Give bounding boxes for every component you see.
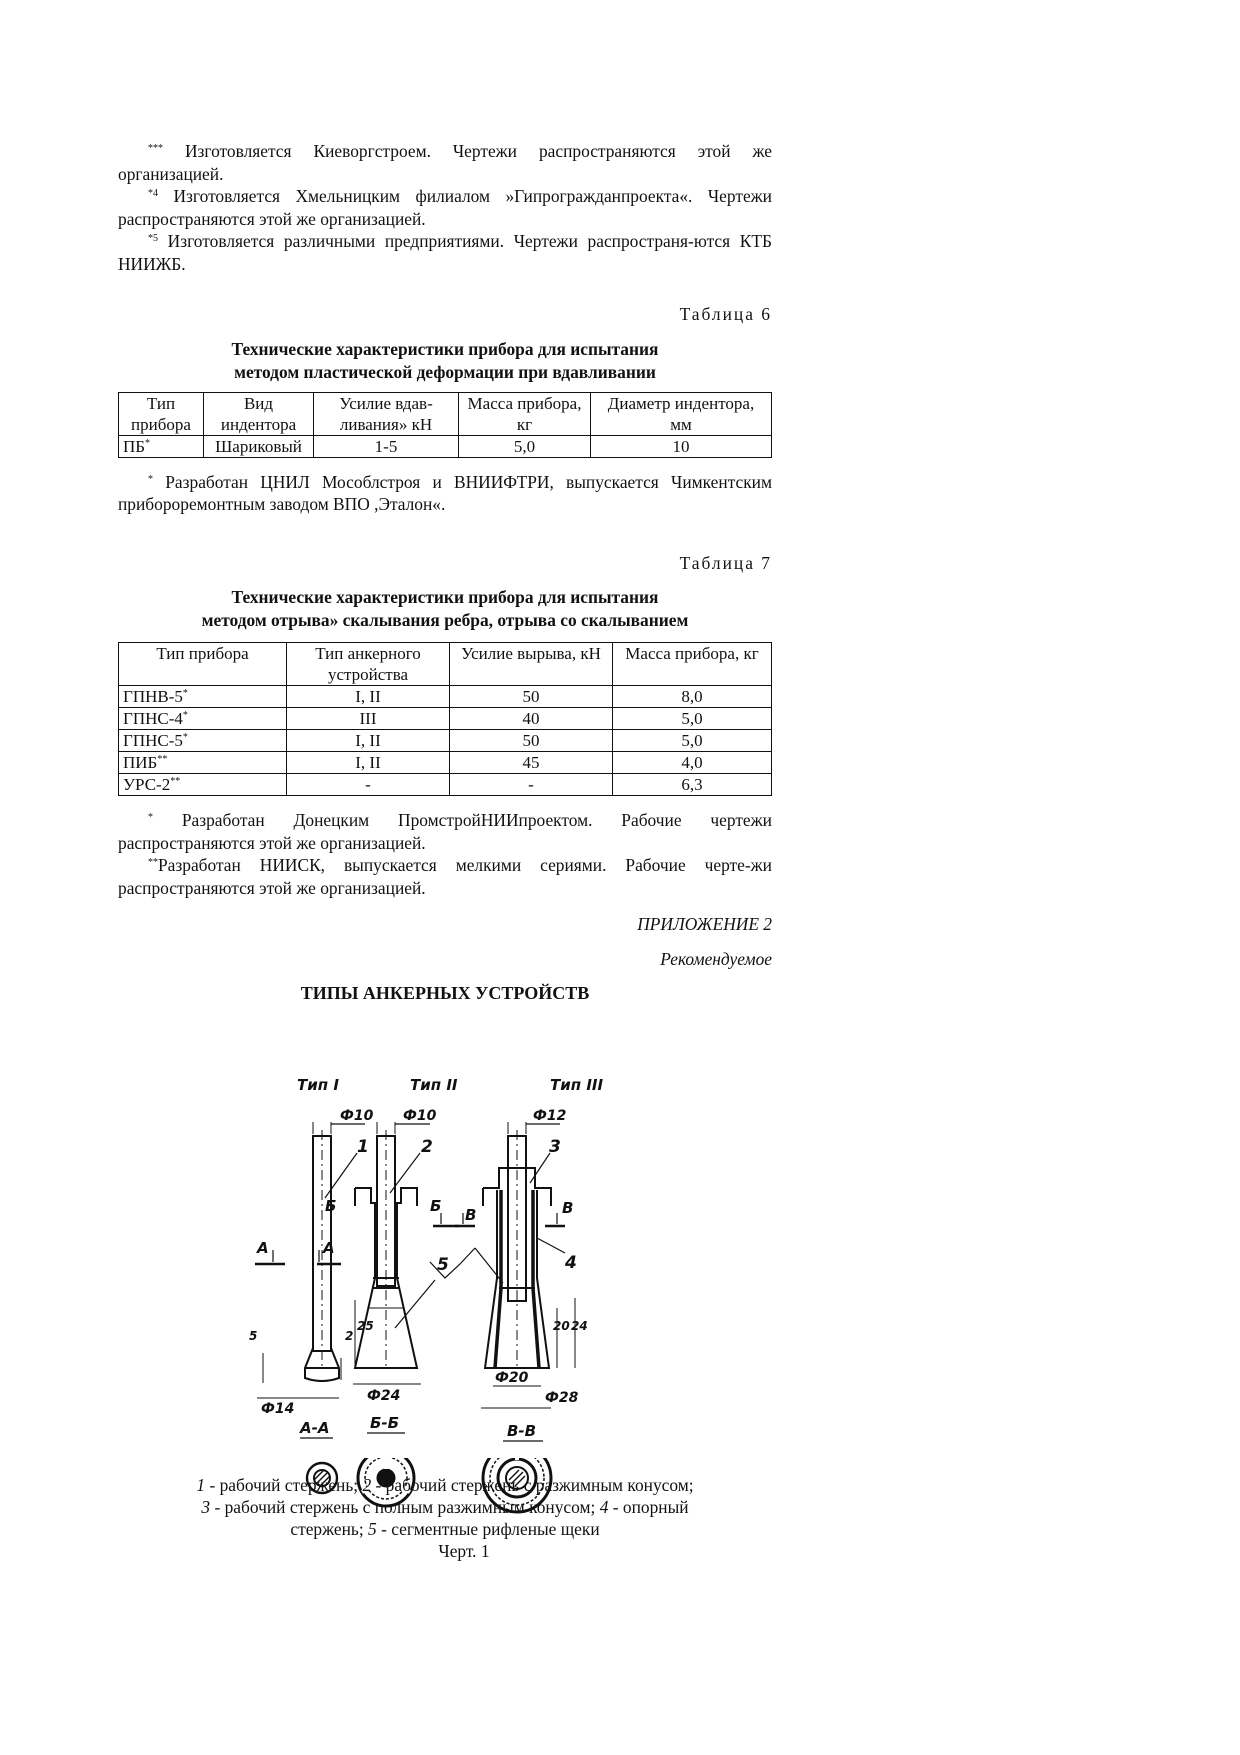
appendix-status: Рекомендуемое: [660, 948, 772, 969]
part-number: 4: [565, 1253, 577, 1273]
mass-cell: 5,0: [613, 708, 772, 730]
table-header-row: [119, 643, 772, 686]
section-letter: В: [562, 1199, 574, 1217]
table6: [118, 392, 772, 458]
section-label: В-В: [507, 1422, 537, 1440]
section-label: А-А: [300, 1419, 330, 1437]
diameter-label: Ф10: [340, 1108, 374, 1124]
diameter-cell: 10: [591, 435, 772, 457]
force-cell: 45: [450, 752, 613, 774]
appendix-label: ПРИЛОЖЕНИЕ 2: [637, 914, 772, 934]
column-header: Диаметр индентора, мм: [591, 392, 772, 435]
table-row: [119, 774, 772, 796]
table-row: [119, 686, 772, 708]
dimension-label: 24: [571, 1319, 588, 1333]
force-cell: 40: [450, 708, 613, 730]
footnote: * Разработан Донецким ПромстройНИИпроектом. Рабочие чертежи распространяются этой же организацией.: [118, 810, 772, 853]
type2-label: Тип II: [410, 1076, 458, 1094]
force-cell: -: [450, 774, 613, 796]
table6-title: Технические характеристики прибора для испытания методом пластической деформации при вдавливании: [231, 338, 659, 382]
mass-cell: 8,0: [613, 686, 772, 708]
mass-cell: 6,3: [613, 774, 772, 796]
appendix-title: ТИПЫ АНКЕРНЫХ УСТРОЙСТВ: [300, 983, 590, 1003]
dimension-label: 25: [357, 1319, 374, 1333]
part-number: 2: [421, 1137, 433, 1157]
anchor-type-cell: I, II: [287, 730, 450, 752]
column-header: Усилие вырыва, кН: [450, 643, 613, 686]
device-type-cell: ГПНС-5*: [119, 730, 287, 752]
anchor-type-cell: I, II: [287, 752, 450, 774]
diameter-label: Ф12: [533, 1108, 567, 1124]
diameter-label: Ф28: [545, 1390, 579, 1406]
section-letter: Б: [325, 1197, 337, 1215]
part-number: 3: [549, 1137, 561, 1157]
table-row: [119, 730, 772, 752]
page-content: [118, 140, 772, 1005]
footnote: **Разработан НИИСК, выпускается мелкими сериями. Рабочие черте-жи распространяются этой же организацией.: [118, 855, 772, 898]
column-header: Тип прибора: [119, 643, 287, 686]
table-row: [119, 708, 772, 730]
table-header-row: [119, 392, 772, 435]
table-row: [119, 435, 772, 457]
dimension-label: 20: [553, 1319, 570, 1333]
anchor-type-cell: -: [287, 774, 450, 796]
anchor-type1: [249, 1108, 374, 1417]
mass-cell: 5,0: [613, 730, 772, 752]
diameter-label: Ф10: [403, 1108, 437, 1124]
table-row: [119, 752, 772, 774]
column-header: Вид индентора: [204, 392, 314, 435]
dimension-label: 2: [345, 1329, 354, 1343]
footnotes-top: [118, 140, 772, 275]
figure-caption: 1 - рабочий стержень; 2 - рабочий стержень с разжимным конусом; 3 - рабочий стержень с полным разжимным конусом; 4 - опорный стержень; 5 - сегментные рифленые щеки Черт. 1: [118, 1474, 772, 1562]
section-letter: Б: [430, 1197, 442, 1215]
device-type-cell: ПБ*: [119, 435, 204, 457]
column-header: Масса прибора, кг: [459, 392, 591, 435]
table7-title: Технические характеристики прибора для испытания методом отрыва» скалывания ребра, отрыва со скалыванием: [201, 587, 689, 630]
diameter-label: Ф20: [495, 1370, 529, 1386]
column-header: Тип прибора: [119, 392, 204, 435]
indenter-cell: Шариковый: [204, 435, 314, 457]
section-label: Б-Б: [370, 1414, 400, 1432]
footnote: *** Изготовляется Киеворгстроем. Чертежи распространяются этой же организацией.: [118, 141, 772, 184]
mass-cell: 5,0: [459, 435, 591, 457]
table7-footnotes: [118, 809, 772, 899]
table7-number: Таблица 7: [679, 552, 772, 573]
column-header: Тип анкерного устройства: [287, 643, 450, 686]
figure-number: Черт. 1: [438, 1541, 490, 1561]
table7: [118, 642, 772, 796]
force-cell: 1-5: [314, 435, 459, 457]
section-letter: В: [465, 1206, 477, 1224]
anchor-type-cell: III: [287, 708, 450, 730]
type3-label: Тип III: [550, 1076, 604, 1094]
anchor-type3: [455, 1108, 588, 1408]
section-letter: А: [323, 1239, 335, 1257]
table6-number: Таблица 6: [679, 304, 772, 324]
anchor-devices-drawing: [245, 1068, 665, 1463]
diameter-label: Ф24: [367, 1388, 401, 1404]
part-number: 5: [437, 1255, 449, 1275]
section-letter: А: [257, 1239, 269, 1257]
part-number: 1: [357, 1137, 369, 1157]
dimension-label: 5: [249, 1329, 258, 1343]
mass-cell: 4,0: [613, 752, 772, 774]
column-header: Усилие вдав-ливания» кН: [314, 392, 459, 435]
type1-label: Тип I: [297, 1076, 339, 1094]
device-type-cell: ПИБ**: [119, 752, 287, 774]
column-header: Масса прибора, кг: [613, 643, 772, 686]
force-cell: 50: [450, 686, 613, 708]
anchor-type-cell: I, II: [287, 686, 450, 708]
footnote: $^{*5}$ Изготовляется различными предприятиями. Чертежи распространя-ются КТБ НИИЖБ.: [118, 231, 772, 274]
diameter-label: Ф14: [261, 1401, 295, 1417]
table6-footnote: * Разработан ЦНИЛ Мособлстроя и ВНИИФТРИ, выпускается Чимкентским прибороремонтным заводом ВПО ,Эталон«.: [118, 471, 772, 514]
device-type-cell: УРС-2**: [119, 774, 287, 796]
footnote: $^{*4}$ Изготовляется Хмельницким филиалом »Гипрогражданпроекта«. Чертежи распространяются этой же организацией.: [118, 186, 772, 229]
device-type-cell: ГПНС-4*: [119, 708, 287, 730]
force-cell: 50: [450, 730, 613, 752]
device-type-cell: ГПНВ-5*: [119, 686, 287, 708]
